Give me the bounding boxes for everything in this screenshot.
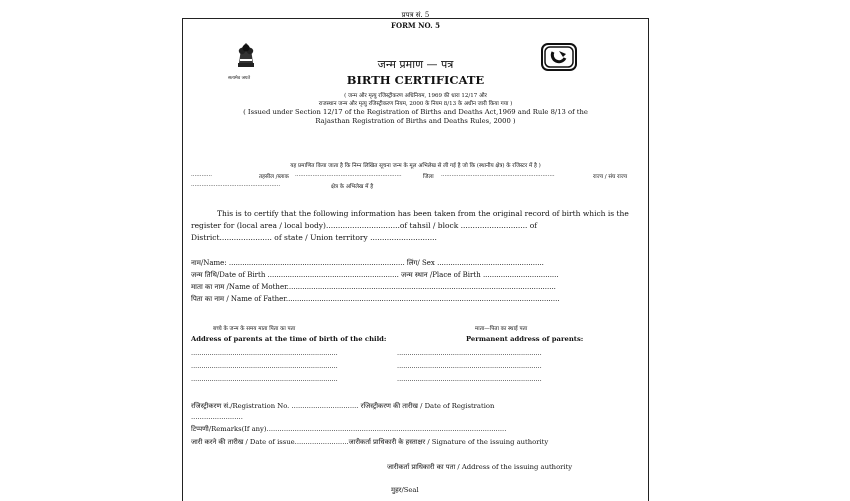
field-father-name: पिता का नाम / Name of Father........................................................................................................................... xyxy=(191,295,560,303)
intro-dots-left: ............ xyxy=(191,172,212,178)
intro-dots-right: ................................................................. xyxy=(441,172,555,178)
certify-line-2: register for (local area / local body)...............................of tahsil / block ............................ of xyxy=(191,221,538,230)
address-birth-line-3: ....................................................................... xyxy=(191,375,338,383)
field-date-of-birth: जन्म तिथि/Date of Birth ........................................................... जन्म स्थान /Place of Birth .................................. xyxy=(191,271,559,279)
issued-under-hindi-2: राजस्थान जन्म और मृत्यु रजिस्ट्रीकरण नियम, 2000 के नियम 8/13 के अधीन जारी किया गया ) xyxy=(318,101,513,107)
intro-dots-b: ................................................... xyxy=(191,182,281,188)
seal-label: मुहर/Seal xyxy=(391,486,419,494)
address-permanent-hindi: माता—पिता का स्थाई पता xyxy=(475,326,528,332)
address-permanent-line-3: ...................................................................... xyxy=(397,375,542,383)
title-hindi: जन्म प्रमाण — पत्र xyxy=(377,58,454,71)
address-birth-line-1: ....................................................................... xyxy=(191,349,338,357)
intro-record: क्षेत्र के अभिलेख में है xyxy=(331,184,374,190)
page-title: BIRTH CERTIFICATE xyxy=(346,73,485,87)
address-permanent-line-1: ...................................................................... xyxy=(397,349,542,357)
registration-dots: ........................ xyxy=(191,413,243,421)
registration-number: रजिस्ट्रीकरण सं./Registration No. ............................... रजिस्ट्रीकरण की तारीख / Date of Registration xyxy=(191,402,495,410)
address-permanent-line-2: ...................................................................... xyxy=(397,362,542,370)
intro-state: राज्य / संघ राज्य xyxy=(593,174,628,180)
intro-tahsil: तहसील /ब्लाक xyxy=(259,174,289,180)
certify-line-3: District...................... of state / Union territory ............................ xyxy=(191,233,437,242)
certify-line-1: This is to certify that the following information has been taken from the original record of birth which is the xyxy=(217,209,629,218)
address-birth-line-2: ....................................................................... xyxy=(191,362,338,370)
form-number-hindi: प्रपत्र सं. 5 xyxy=(401,11,430,19)
issued-under-english-1: ( Issued under Section 12/17 of the Registration of Births and Deaths Act,1969 and Rule 8/13 of the xyxy=(243,108,588,116)
intro-hindi: यह प्रमाणित किया जाता है कि निम्न लिखित सूचना जन्म के मूल अभिलेख से ली गई है जो कि (स्थानीय क्षेत्र) के रजिस्टर में है ) xyxy=(290,163,541,169)
date-of-issue: जारी करने की तारीख / Date of issue.........................जारीकर्ता प्राधिकारी के हस्ताक्षर / Signature of the issuing authority xyxy=(191,438,549,446)
address-issuing-authority: जारीकर्ता प्राधिकारी का पता / Address of the issuing authority xyxy=(387,463,573,471)
issued-under-english-2: Rajasthan Registration of Births and Deaths Rules, 2000 ) xyxy=(315,117,516,125)
certificate-page xyxy=(182,11,649,501)
intro-dots-mid: ............................................................. xyxy=(295,172,402,178)
remarks-field: टिप्पणी/Remarks(If any)............................................................................................................... xyxy=(191,425,507,433)
issued-under-hindi-1: ( जन्म और मृत्यु रजिस्ट्रीकरण अधिनियम, 1969 की धारा 12/17 और xyxy=(344,93,487,99)
address-birth-label: Address of parents at the time of birth of the child: xyxy=(191,335,387,343)
field-mother-name: माता का नाम /Name of Mother......................................................................................................................... xyxy=(191,283,556,291)
emblem-caption: सत्यमेव जयते xyxy=(228,76,251,81)
field-name: नाम/Name: ............................................................................... लिंग/ Sex ................................................ xyxy=(191,259,544,267)
form-number: FORM NO. 5 xyxy=(391,21,440,30)
address-birth-hindi: बच्चे के जन्म के समय माता पिता का पता xyxy=(213,326,296,332)
address-permanent-label: Permanent address of parents: xyxy=(466,335,584,343)
intro-district: जिला xyxy=(423,174,434,180)
